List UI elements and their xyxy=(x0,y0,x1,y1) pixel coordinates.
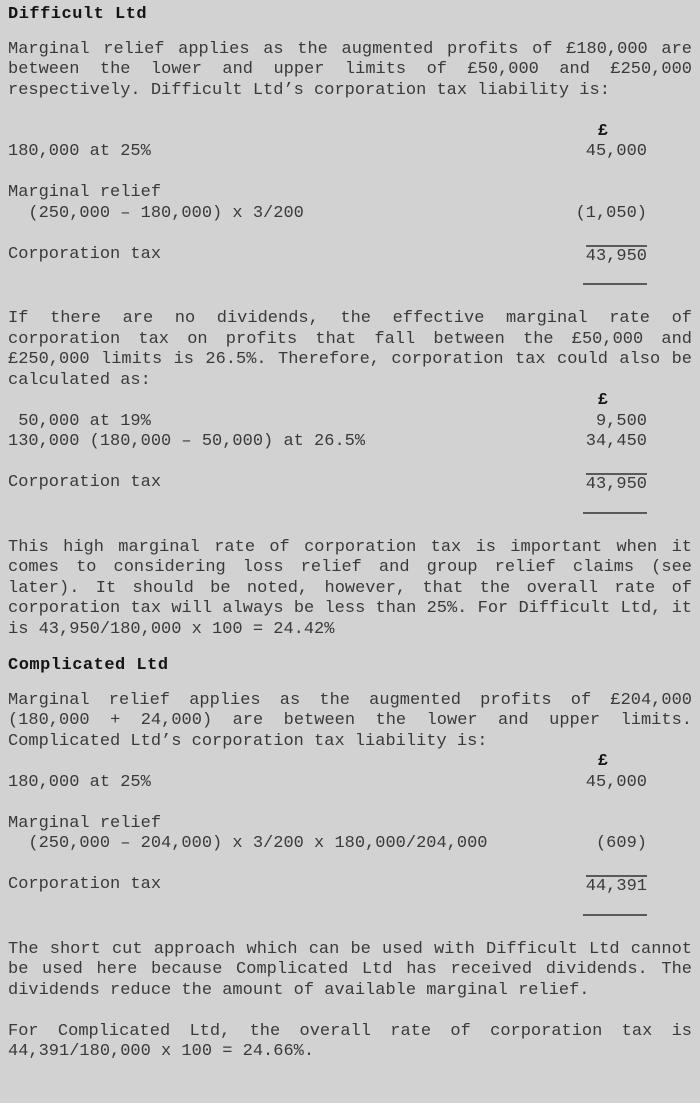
complicated-intro-paragraph: Marginal relief applies as the augmented profits of £204,000 (180,000 + 24,000) are between the lower and upper limits. Complicated Ltd’s corporation tax liability is: xyxy=(8,690,692,751)
row-amount: (1,050) xyxy=(575,203,647,223)
total-amount: 43,950 xyxy=(585,246,647,266)
total-underline xyxy=(583,914,647,916)
complicated-tax-table xyxy=(8,752,692,916)
row-amount: 45,000 xyxy=(585,772,647,792)
overall-rate-paragraph: For Complicated Ltd, the overall rate of corporation tax is 44,391/180,000 x 100 = 24.66%. xyxy=(8,1021,692,1061)
blank-line xyxy=(8,793,692,814)
total-underline xyxy=(583,283,647,285)
row-label: (250,000 – 180,000) x 3/200 xyxy=(8,203,304,223)
table-row xyxy=(8,834,692,855)
no-dividends-paragraph: If there are no dividends, the effective marginal rate of corporation tax on profits that fall between the £50,000 and £250,000 limits is 26.5%. Therefore, corporation tax could also be calculated as: xyxy=(8,309,692,390)
table-header-row xyxy=(8,122,692,143)
blank-line xyxy=(8,855,692,876)
row-label: Marginal relief xyxy=(8,183,162,202)
complicated-ltd-heading: Complicated Ltd xyxy=(8,656,169,675)
row-amount: 45,000 xyxy=(585,142,647,161)
row-label: 130,000 (180,000 – 50,000) at 26.5% xyxy=(8,432,366,451)
blank-line xyxy=(8,453,692,474)
row-label: Corporation tax xyxy=(8,244,162,264)
row-label: Corporation tax xyxy=(8,875,162,894)
total-amount: 43,950 xyxy=(585,475,647,494)
row-amount: 9,500 xyxy=(595,411,647,431)
alternative-tax-table xyxy=(8,391,692,514)
row-label: Corporation tax xyxy=(8,473,162,492)
row-label: 50,000 at 19% xyxy=(8,411,151,431)
total-row xyxy=(8,245,692,268)
table-row xyxy=(8,204,692,225)
total-row xyxy=(8,473,692,496)
marginal-rate-paragraph: This high marginal rate of corporation tax is important when it comes to considering loss relief and group relief claims (see later). It should be noted, however, that the overall rate of corporation tax will always be less than 25%. For Difficult Ltd, it is 43,950/180,000 x 100 = 24.42% xyxy=(8,537,692,639)
table-row xyxy=(8,432,692,453)
table-header-row xyxy=(8,752,692,773)
currency-header: £ xyxy=(597,391,608,410)
row-label: Marginal relief xyxy=(8,813,162,833)
difficult-ltd-heading: Difficult Ltd xyxy=(8,5,148,24)
total-underline xyxy=(583,512,647,514)
blank-line xyxy=(8,224,692,245)
currency-header: £ xyxy=(597,121,608,141)
table-row xyxy=(8,142,692,163)
table-header-row xyxy=(8,391,692,412)
total-row xyxy=(8,875,692,898)
table-row xyxy=(8,412,692,433)
shortcut-paragraph: The short cut approach which can be used with Difficult Ltd cannot be used here because Complicated Ltd has received dividends. The dividends reduce the amount of available marginal relief. xyxy=(8,939,692,1000)
blank-line xyxy=(8,163,692,184)
row-label: 180,000 at 25% xyxy=(8,142,151,161)
difficult-intro-paragraph: Marginal relief applies as the augmented profits of £180,000 are between the lower and upper limits of £50,000 and £250,000 respectively. Difficult Ltd’s corporation tax liability is: xyxy=(8,39,692,100)
row-label: (250,000 – 204,000) x 3/200 x 180,000/204,000 xyxy=(8,834,488,853)
row-amount: (609) xyxy=(595,834,647,853)
difficult-tax-table xyxy=(8,122,692,286)
currency-header: £ xyxy=(597,752,608,771)
page-bottom-margin xyxy=(0,1103,700,1110)
total-amount: 44,391 xyxy=(585,877,647,896)
table-row xyxy=(8,183,692,204)
table-row xyxy=(8,814,692,835)
table-row xyxy=(8,773,692,794)
row-label: 180,000 at 25% xyxy=(8,772,151,792)
row-amount: 34,450 xyxy=(585,432,647,451)
